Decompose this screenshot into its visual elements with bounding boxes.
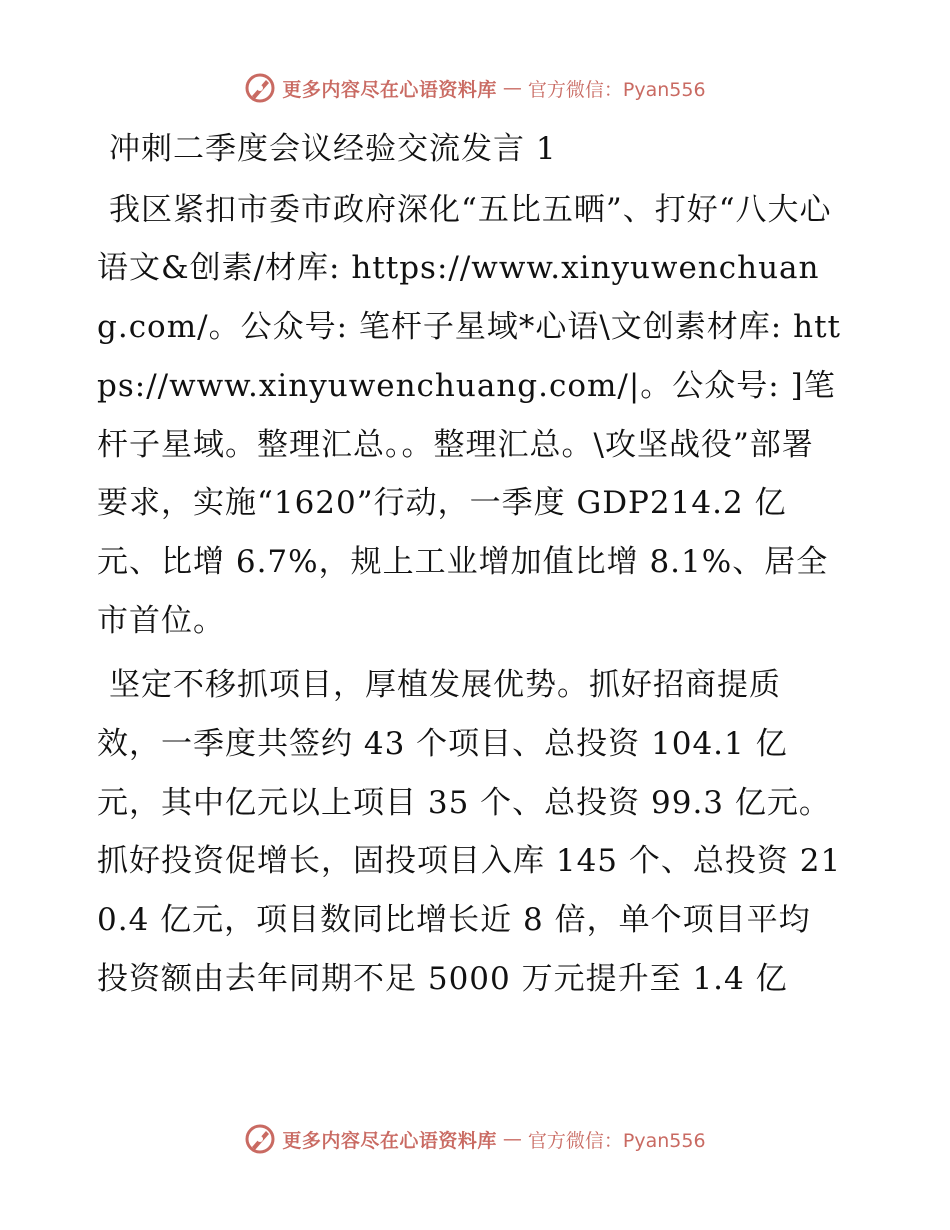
banner-dash: — — [502, 1128, 522, 1150]
banner-sub-text: 官方微信：Pyan556 — [527, 78, 706, 101]
footer-watermark-banner — [0, 1123, 950, 1155]
document-title: 冲刺二季度会议经验交流发言 1 — [109, 131, 557, 167]
document-body — [97, 120, 842, 1009]
pen-circle-logo-icon — [244, 72, 276, 104]
banner-main-text: 更多内容尽在心语资料库 — [282, 1129, 497, 1152]
paragraph: 坚定不移抓项目，厚植发展优势。抓好招商提质效，一季度共签约 43 个项目、总投资 104.1 亿元，其中亿元以上项目 35 个、总投资 99.3 亿元。抓好投资促增长，固投项目入库 145 个、总投资 210.4 亿元，项目数同比增长近 8 倍，单个项目平均投资额由去年同期不足 5000 万元提升至 1.4 亿 — [97, 667, 842, 997]
banner-main-text: 更多内容尽在心语资料库 — [282, 78, 497, 101]
header-watermark-banner — [0, 72, 950, 104]
paragraph: 我区紧扣市委市政府深化“五比五晒”、打好“八大心语文&创素/材库: https://www.xinyuwenchuang.com/。公众号: 笔杆子星域*心语\文创素材库: https://www.xinyuwenchuang.com/|。公众号: ]笔杆子星域。整理汇总。。整理汇总。\攻坚战役”部署要求，实施“1620”行动，一季度 GDP214.2 亿元、比增 6.7%，规上工业增加值比增 8.1%、居全市首位。 — [97, 191, 841, 639]
banner-sub-text: 官方微信：Pyan556 — [527, 1129, 706, 1152]
banner-dash: — — [502, 77, 522, 99]
pen-circle-logo-icon — [244, 1123, 276, 1155]
